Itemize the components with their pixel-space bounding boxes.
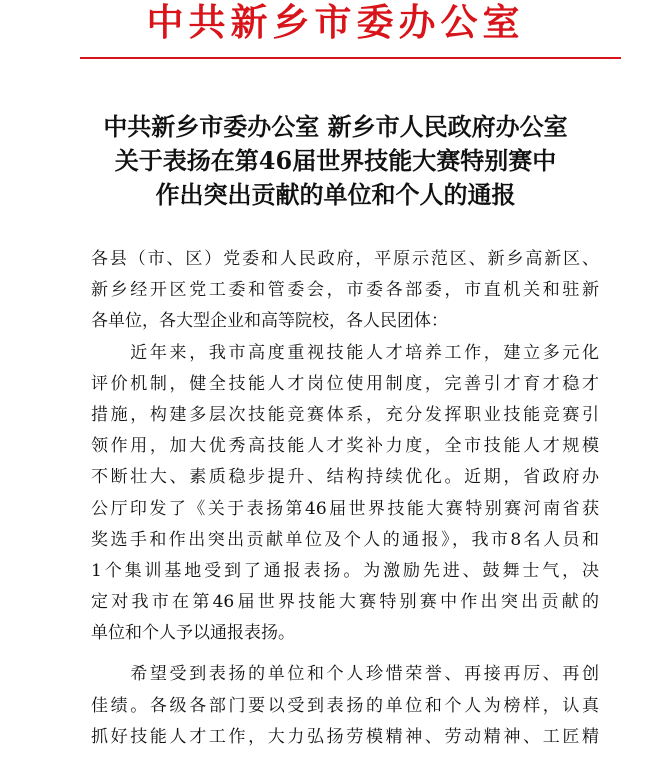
document-title bbox=[0, 110, 671, 212]
masthead-title: 中共新乡市委办公室 bbox=[146, 0, 525, 44]
body-line: 各单位，各大型企业和高等院校，各人民团体： bbox=[91, 311, 448, 332]
body-line: 公厅印发了《关于表扬第46届世界技能大赛特别赛河南省获 bbox=[91, 498, 599, 519]
title-line: 中共新乡市委办公室 新乡市人民政府办公室 bbox=[103, 112, 568, 141]
masthead-divider bbox=[80, 57, 621, 59]
document-body bbox=[91, 244, 599, 753]
body-line: 不断壮大、素质稳步提升、结构持续优化。近期，省政府办 bbox=[91, 467, 599, 488]
title-line: 关于表扬在第46届世界技能大赛特别赛中 bbox=[114, 146, 557, 175]
paragraph bbox=[91, 659, 599, 753]
body-line: 1个集训基地受到了通报表扬。为激励先进、鼓舞士气，决 bbox=[91, 560, 599, 581]
body-line: 评价机制，健全技能人才岗位使用制度，完善引才育才稳才 bbox=[91, 373, 599, 394]
paragraph-gap bbox=[91, 649, 599, 659]
body-line: 领作用，加大优秀高技能人才奖补力度，全市技能人才规模 bbox=[91, 436, 599, 457]
body-line: 抓好技能人才工作，大力弘扬劳模精神、劳动精神、工匠精 bbox=[91, 726, 599, 747]
body-line: 近年来，我市高度重视技能人才培养工作，建立多元化 bbox=[91, 342, 599, 363]
body-line: 措施，构建多层次技能竞赛体系，充分发挥职业技能竞赛引 bbox=[91, 404, 599, 425]
body-line: 奖选手和作出突出贡献单位及个人的通报》，我市8名人员和 bbox=[91, 529, 599, 550]
body-line: 佳绩。各级各部门要以受到表扬的单位和个人为榜样，认真 bbox=[91, 695, 599, 716]
body-line: 定对我市在第46届世界技能大赛特别赛中作出突出贡献的 bbox=[91, 592, 599, 613]
body-line: 单位和个人予以通报表扬。 bbox=[91, 623, 295, 644]
body-line: 各县（市、区）党委和人民政府，平原示范区、新乡高新区、 bbox=[91, 249, 599, 269]
body-line: 新乡经开区党工委和管委会，市委各部委，市直机关和驻新 bbox=[91, 280, 599, 301]
salutation bbox=[91, 244, 599, 338]
title-line: 作出突出贡献的单位和个人的通报 bbox=[155, 180, 516, 209]
body-line: 希望受到表扬的单位和个人珍惜荣誉、再接再厉、再创 bbox=[91, 664, 599, 685]
paragraph bbox=[91, 338, 599, 650]
